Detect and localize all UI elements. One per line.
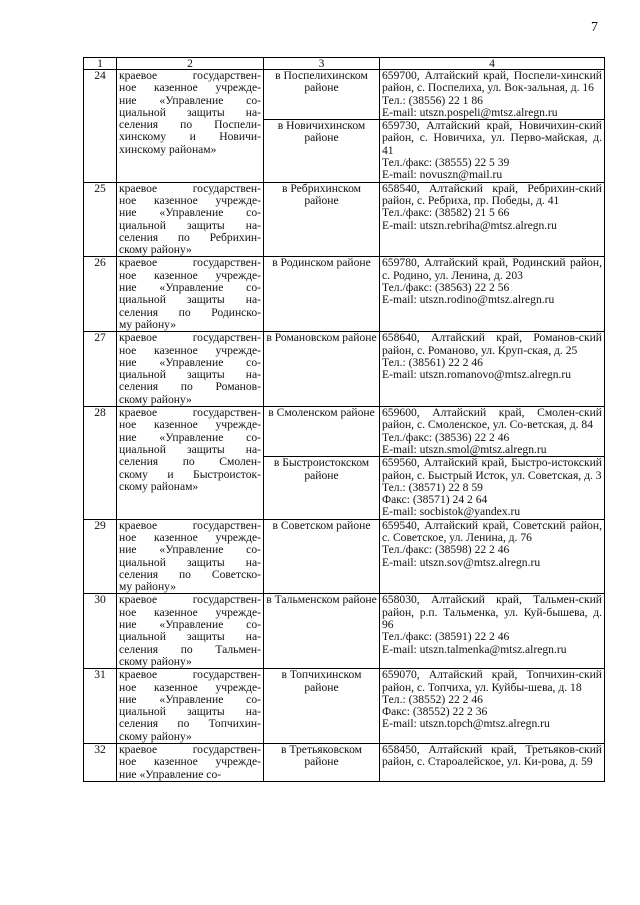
email-text: E-mail: utszn.romanovo@mtsz.alregn.ru xyxy=(382,368,572,382)
address-text: 658030, Алтайский край, Тальмен-ский район, р.п. Тальменка, ул. Куй-бышева, д. 96 xyxy=(382,593,602,632)
institution-name-line: ние «Управление со- xyxy=(119,355,261,369)
address-text: 659700, Алтайский край, Поспели-хинский район, с. Поспелиха, ул. Вок-зальная, д. 16 xyxy=(382,69,602,95)
contact-cell xyxy=(380,407,605,457)
contact-cell xyxy=(380,457,605,519)
institution-name xyxy=(117,519,264,594)
phone-text: Тел.: (38556) 22 1 86 xyxy=(382,93,483,107)
table-row xyxy=(84,332,605,407)
row-number: 25 xyxy=(84,182,117,257)
header-col-1: 1 xyxy=(84,58,117,70)
institution-name-line: селения по Родинско- xyxy=(119,305,261,319)
institution-name-line: краевое государствен- xyxy=(119,181,261,195)
district-cell xyxy=(264,70,380,120)
district-name: в Поспелихинском районе xyxy=(275,69,368,95)
institution-name-line: краевое государствен- xyxy=(119,518,261,532)
email-text: E-mail: utszn.talmenka@mtsz.alregn.ru xyxy=(382,642,567,656)
institution-name-line: ное казенное учрежде- xyxy=(119,755,261,769)
institution-name-line: ние «Управление со- xyxy=(119,543,261,557)
district-cell xyxy=(264,744,380,782)
address-text: 659560, Алтайский край, Быстро-истокский район, с. Быстрый Исток, ул. Советская, д. 3 xyxy=(382,456,602,482)
district-cell xyxy=(264,120,380,182)
institution-name xyxy=(117,332,264,407)
phone-text: Тел./факс: (38598) 22 2 46 xyxy=(382,543,510,557)
institution-name-line: циальной защиты на- xyxy=(119,368,261,382)
district-cell xyxy=(264,669,380,744)
contact-cell xyxy=(380,70,605,120)
district-cell xyxy=(264,182,380,257)
phone-text: Тел.: (38552) 22 2 46 xyxy=(382,692,483,706)
institution-name-line: циальной защиты на- xyxy=(119,293,261,307)
institution-name-line: ное казенное учрежде- xyxy=(119,530,261,544)
contact-cell xyxy=(380,257,605,332)
row-number: 32 xyxy=(84,744,117,782)
fax-text: Факс: (38552) 22 2 36 xyxy=(382,705,488,719)
institution-name xyxy=(117,70,264,183)
table-row xyxy=(84,744,605,782)
address-text: 659070, Алтайский край, Топчихин-ский район, с. Топчиха, ул. Куйбы-шева, д. 18 xyxy=(382,668,602,694)
institution-name-line: циальной защиты на- xyxy=(119,105,261,119)
row-number: 28 xyxy=(84,407,117,520)
email-text: E-mail: utszn.topch@mtsz.alregn.ru xyxy=(382,717,550,731)
institution-name-line: краевое государствен- xyxy=(119,256,261,270)
institution-name-line: краевое государствен- xyxy=(119,593,261,607)
institution-name-line: селения по Поспели- xyxy=(119,118,261,132)
district-cell xyxy=(264,257,380,332)
fax-text: Факс: (38571) 24 2 64 xyxy=(382,493,488,507)
address-text: 659600, Алтайский край, Смолен-ский район, с. Смоленское, ул. Со-ветская, д. 84 xyxy=(382,406,602,432)
institution-name-line: циальной защиты на- xyxy=(119,218,261,232)
institutions-table xyxy=(83,57,605,782)
district-name: в Новичихинском районе xyxy=(277,119,366,145)
institution-name-line: му району» xyxy=(119,317,177,331)
institution-name-line: краевое государствен- xyxy=(119,406,261,420)
institution-name-line: хинскому и Новичи- xyxy=(119,130,261,144)
email-text: E-mail: utszn.rodino@mtsz.alregn.ru xyxy=(382,293,555,307)
institution-name-line: краевое государствен- xyxy=(119,69,261,82)
institution-name-line: селения по Советско- xyxy=(119,567,261,581)
institution-name-line: скому району» xyxy=(119,654,192,668)
address-text: 659780, Алтайский край, Родинский район, с. Родино, ул. Ленина, д. 203 xyxy=(382,256,602,282)
table-row xyxy=(84,407,605,457)
contact-cell xyxy=(380,744,605,782)
district-cell xyxy=(264,519,380,594)
institution-name-line: ное казенное учрежде- xyxy=(119,418,261,432)
email-text: E-mail: novuszn@mail.ru xyxy=(382,168,503,182)
row-number: 30 xyxy=(84,594,117,669)
address-text: 659730, Алтайский край, Новичихин-ский район, с. Новичиха, ул. Перво-майская, д. 41 xyxy=(382,119,602,157)
header-col-4: 4 xyxy=(380,58,605,70)
phone-text: Тел./факс: (38536) 22 2 46 xyxy=(382,430,510,444)
contact-cell xyxy=(380,120,605,182)
district-name: в Ребрихинском районе xyxy=(281,181,362,207)
institution-name xyxy=(117,182,264,257)
district-name: в Родинском районе xyxy=(272,256,371,270)
address-text: 659540, Алтайский край, Советский район, с. Советское, ул. Ленина, д. 76 xyxy=(382,518,602,544)
table-row xyxy=(84,519,605,594)
institution-name-line: скому районам» xyxy=(119,479,199,493)
institution-name-line: ное казенное учрежде- xyxy=(119,81,261,95)
email-text: E-mail: utszn.rebriha@mtsz.alregn.ru xyxy=(382,218,557,232)
district-cell xyxy=(264,407,380,457)
row-number: 29 xyxy=(84,519,117,594)
district-name: в Быстроистокском районе xyxy=(273,456,370,482)
district-name: в Топчихинском районе xyxy=(281,668,362,694)
institution-name-line: селения по Ребрихин- xyxy=(119,230,261,244)
phone-text: Тел./факс: (38555) 22 5 39 xyxy=(382,156,510,170)
institution-name-line: скому району» xyxy=(119,729,192,743)
institution-name-line: циальной защиты на- xyxy=(119,705,261,719)
district-name: в Тальменском районе xyxy=(266,593,377,607)
address-text: 658540, Алтайский край, Ребрихин-ский район, с. Ребриха, пр. Победы, д. 41 xyxy=(382,181,602,207)
email-text: E-mail: utszn.pospeli@mtsz.alregn.ru xyxy=(382,105,558,119)
institution-name-line: ное казенное учрежде- xyxy=(119,680,261,694)
contact-cell xyxy=(380,182,605,257)
institution-name xyxy=(117,669,264,744)
institution-name-line: скому району» xyxy=(119,392,192,406)
phone-text: Тел.: (38561) 22 2 46 xyxy=(382,355,483,369)
institution-name-line: селения по Топчихин- xyxy=(119,717,261,731)
institution-name-line: краевое государствен- xyxy=(119,668,261,682)
institution-name xyxy=(117,594,264,669)
institution-name-line: ние «Управление со- xyxy=(119,692,261,706)
table-row xyxy=(84,70,605,120)
institution-name-line: циальной защиты на- xyxy=(119,630,261,644)
email-text: E-mail: utszn.sov@mtsz.alregn.ru xyxy=(382,555,541,569)
district-name: в Смоленском районе xyxy=(268,406,375,420)
institution-name-line: хинскому районам» xyxy=(119,142,217,156)
institution-name-line: скому и Быстроисток- xyxy=(119,467,261,481)
phone-text: Тел.: (38571) 22 8 59 xyxy=(382,480,483,494)
institution-name-line: ние «Управление со- xyxy=(119,767,222,781)
table-row xyxy=(84,182,605,257)
row-number: 31 xyxy=(84,669,117,744)
header-row xyxy=(84,58,605,70)
row-number: 24 xyxy=(84,70,117,183)
institution-name-line: ние «Управление со- xyxy=(119,281,261,295)
institution-name-line: селения по Смолен- xyxy=(119,455,261,469)
institution-name-line: селения по Тальмен- xyxy=(119,642,261,656)
institution-name-line: ние «Управление со- xyxy=(119,618,261,632)
table-row xyxy=(84,594,605,669)
page-number: 7 xyxy=(591,20,598,35)
institution-name xyxy=(117,744,264,782)
address-text: 658450, Алтайский край, Третьяков-ский район, с. Староалейское, ул. Ки-рова, д. 59 xyxy=(382,743,602,769)
institution-name xyxy=(117,257,264,332)
phone-text: Тел./факс: (38563) 22 2 56 xyxy=(382,281,510,295)
phone-text: Тел./факс: (38591) 22 2 46 xyxy=(382,630,510,644)
contact-cell xyxy=(380,594,605,669)
contact-cell xyxy=(380,669,605,744)
header-col-3: 3 xyxy=(264,58,380,70)
institution-name-line: циальной защиты на- xyxy=(119,442,261,456)
institution-name-line: ное казенное учрежде- xyxy=(119,343,261,357)
contact-cell xyxy=(380,519,605,594)
district-cell xyxy=(264,594,380,669)
email-text: E-mail: utszn.smol@mtsz.alregn.ru xyxy=(382,442,547,456)
institution-name-line: краевое государствен- xyxy=(119,331,261,345)
institution-name-line: краевое государствен- xyxy=(119,743,261,757)
email-text: E-mail: socbistok@yandex.ru xyxy=(382,505,521,519)
institution-name xyxy=(117,407,264,520)
institution-name-line: ние «Управление со- xyxy=(119,93,261,107)
institution-name-line: ное казенное учрежде- xyxy=(119,268,261,282)
district-cell xyxy=(264,332,380,407)
header-col-2: 2 xyxy=(117,58,264,70)
row-number: 26 xyxy=(84,257,117,332)
institution-name-line: ное казенное учрежде- xyxy=(119,193,261,207)
district-cell xyxy=(264,457,380,519)
institution-name-line: скому району» xyxy=(119,243,192,257)
district-name: в Третьяковском районе xyxy=(281,743,362,769)
phone-text: Тел./факс: (38582) 21 5 66 xyxy=(382,206,510,220)
contact-cell xyxy=(380,332,605,407)
institution-name-line: му району» xyxy=(119,580,177,594)
table-row xyxy=(84,669,605,744)
address-text: 658640, Алтайский край, Романов-ский район, с. Романово, ул. Круп-ская, д. 25 xyxy=(382,331,602,357)
district-name: в Советском районе xyxy=(272,518,371,532)
institution-name-line: селения по Романов- xyxy=(119,380,261,394)
table-row xyxy=(84,257,605,332)
institution-name-line: ние «Управление со- xyxy=(119,430,261,444)
row-number: 27 xyxy=(84,332,117,407)
institution-name-line: ное казенное учрежде- xyxy=(119,605,261,619)
district-name: в Романовском районе xyxy=(266,331,377,345)
institution-name-line: ние «Управление со- xyxy=(119,206,261,220)
institution-name-line: циальной защиты на- xyxy=(119,555,261,569)
